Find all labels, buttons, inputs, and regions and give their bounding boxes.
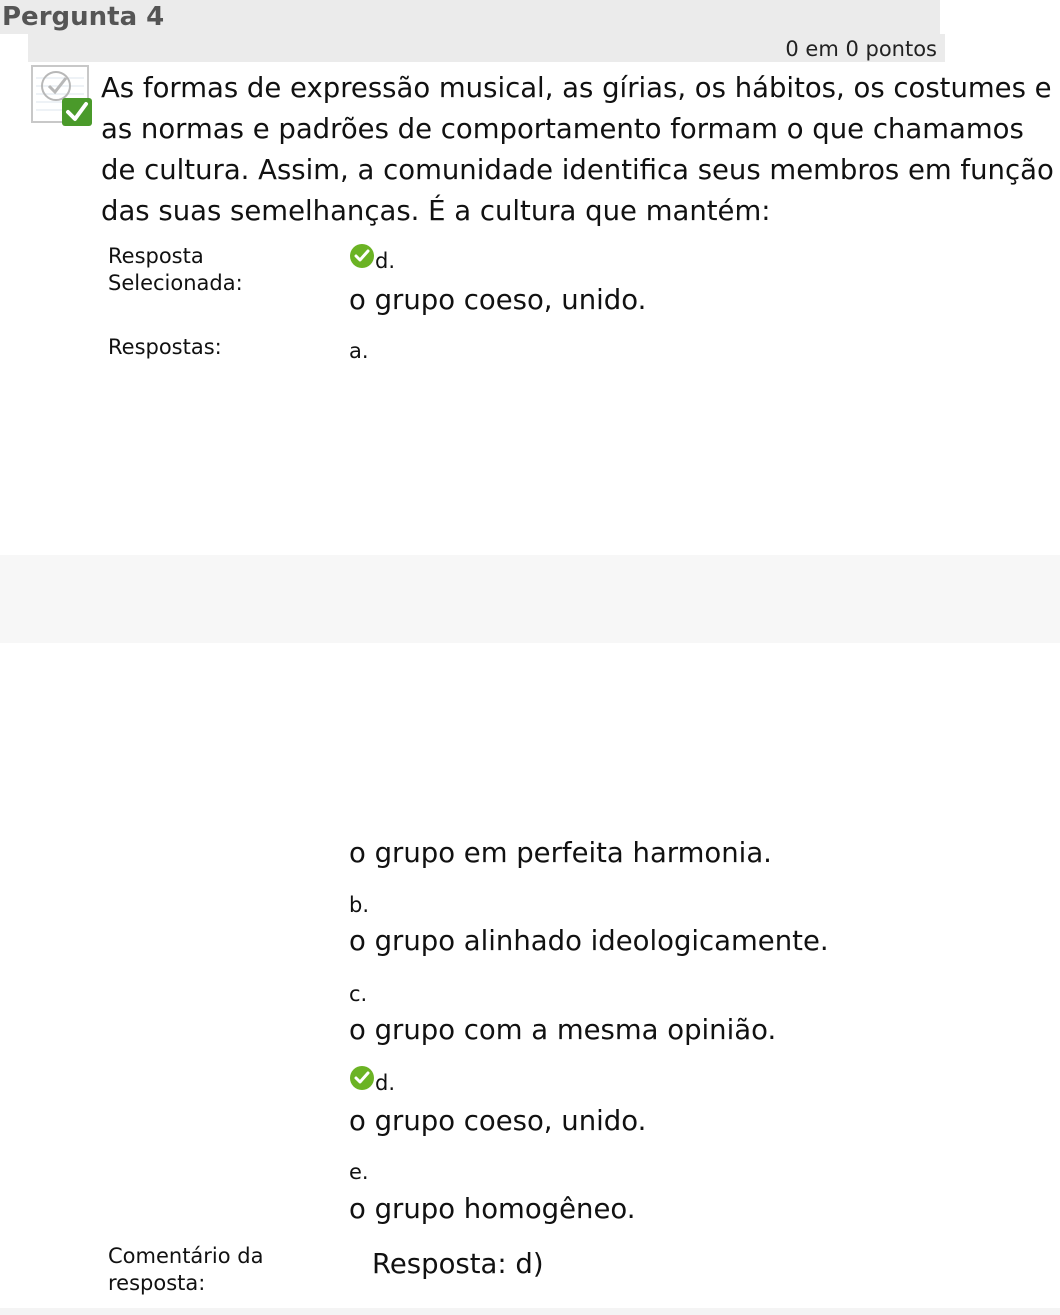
selected-answer-label-line: Selecionada:	[108, 271, 243, 295]
selected-answer-label	[108, 243, 243, 297]
divider	[0, 1308, 1060, 1315]
selected-answer-letter: d.	[375, 249, 396, 273]
question-title: Pergunta 4	[2, 2, 165, 32]
question-text-line: de cultura. Assim, a comunidade identifica seus membros em função	[101, 154, 1054, 186]
question-text	[101, 68, 1060, 232]
answer-letter-b: b.	[349, 893, 370, 917]
answer-text-c: o grupo com a mesma opinião.	[349, 1014, 777, 1046]
question-points: 0 em 0 pontos	[785, 37, 937, 61]
question-text-line: as normas e padrões de comportamento formam o que chamamos	[101, 113, 1024, 145]
answer-text-d: o grupo coeso, unido.	[349, 1105, 647, 1137]
question-text-line: As formas de expressão musical, as gírias, os hábitos, os costumes e	[101, 72, 1052, 104]
answer-letter-e: e.	[349, 1160, 369, 1184]
comment-text: Resposta: d)	[372, 1248, 544, 1280]
question-header	[0, 0, 940, 34]
check-circle-icon	[349, 1065, 375, 1091]
spacer-band	[0, 555, 1060, 643]
comment-label	[108, 1243, 264, 1297]
question-text-line: das suas semelhanças. É a cultura que mantém:	[101, 195, 771, 227]
comment-label-line: Comentário da	[108, 1244, 264, 1268]
answer-text-b: o grupo alinhado ideologicamente.	[349, 925, 829, 957]
answer-letter-c: c.	[349, 982, 368, 1006]
answer-text-e: o grupo homogêneo.	[349, 1193, 636, 1225]
comment-label-line: resposta:	[108, 1271, 206, 1295]
selected-answer-label-line: Resposta	[108, 244, 204, 268]
selected-answer-text: o grupo coeso, unido.	[349, 284, 647, 316]
answers-label: Respostas:	[108, 335, 222, 359]
graded-correct-icon	[30, 64, 94, 128]
answer-text-a: o grupo em perfeita harmonia.	[349, 837, 772, 869]
answer-letter-a: a.	[349, 339, 369, 363]
check-circle-icon	[349, 243, 375, 269]
points-bar	[28, 34, 945, 62]
answer-letter-d: d.	[375, 1071, 396, 1095]
